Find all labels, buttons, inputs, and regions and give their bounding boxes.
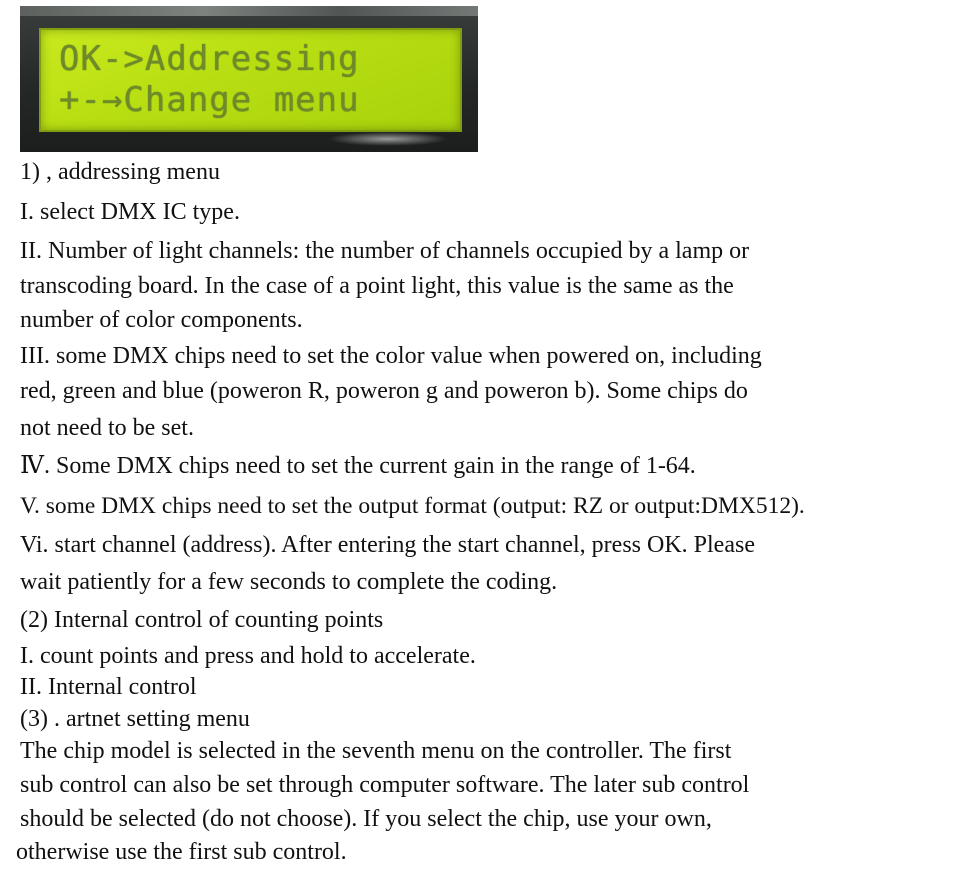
- lcd-line-2: +-→Change menu: [59, 80, 360, 120]
- text-line: III. some DMX chips need to set the color value when powered on, including: [20, 343, 762, 369]
- text-line: otherwise use the first sub control.: [16, 839, 347, 865]
- text-line: II. Number of light channels: the number of channels occupied by a lamp or: [20, 238, 750, 264]
- lcd-glare: [328, 132, 448, 146]
- text-line: V. some DMX chips need to set the output format (output: RZ or output:DMX512).: [20, 493, 805, 519]
- text-line: Ⅳ. Some DMX chips need to set the current gain in the range of 1-64.: [20, 453, 696, 479]
- lcd-display-photo: [20, 6, 478, 152]
- text-line: I. select DMX IC type.: [20, 199, 240, 225]
- text-line: sub control can also be set through computer software. The later sub control: [20, 772, 750, 798]
- text-line: Vi. start channel (address). After entering the start channel, press OK. Please: [20, 532, 755, 558]
- text-line: transcoding board. In the case of a point light, this value is the same as the: [20, 273, 734, 299]
- text-line: red, green and blue (poweron R, poweron g and poweron b). Some chips do: [20, 378, 748, 404]
- lcd-line-1: OK->Addressing: [59, 39, 360, 79]
- heading-artnet-setting-menu: (3) . artnet setting menu: [20, 706, 250, 732]
- text-line: II. Internal control: [20, 674, 197, 700]
- heading-addressing-menu: 1) , addressing menu: [20, 159, 220, 185]
- lcd-screen: [39, 28, 462, 132]
- text-line: I. count points and press and hold to accelerate.: [20, 643, 476, 669]
- text-line: should be selected (do not choose). If you select the chip, use your own,: [20, 806, 712, 832]
- text-line: not need to be set.: [20, 415, 194, 441]
- text-line: The chip model is selected in the seventh menu on the controller. The first: [20, 738, 732, 764]
- heading-internal-control: (2) Internal control of counting points: [20, 607, 384, 633]
- text-line: wait patiently for a few seconds to complete the coding.: [20, 569, 558, 595]
- text-line: number of color components.: [20, 307, 303, 333]
